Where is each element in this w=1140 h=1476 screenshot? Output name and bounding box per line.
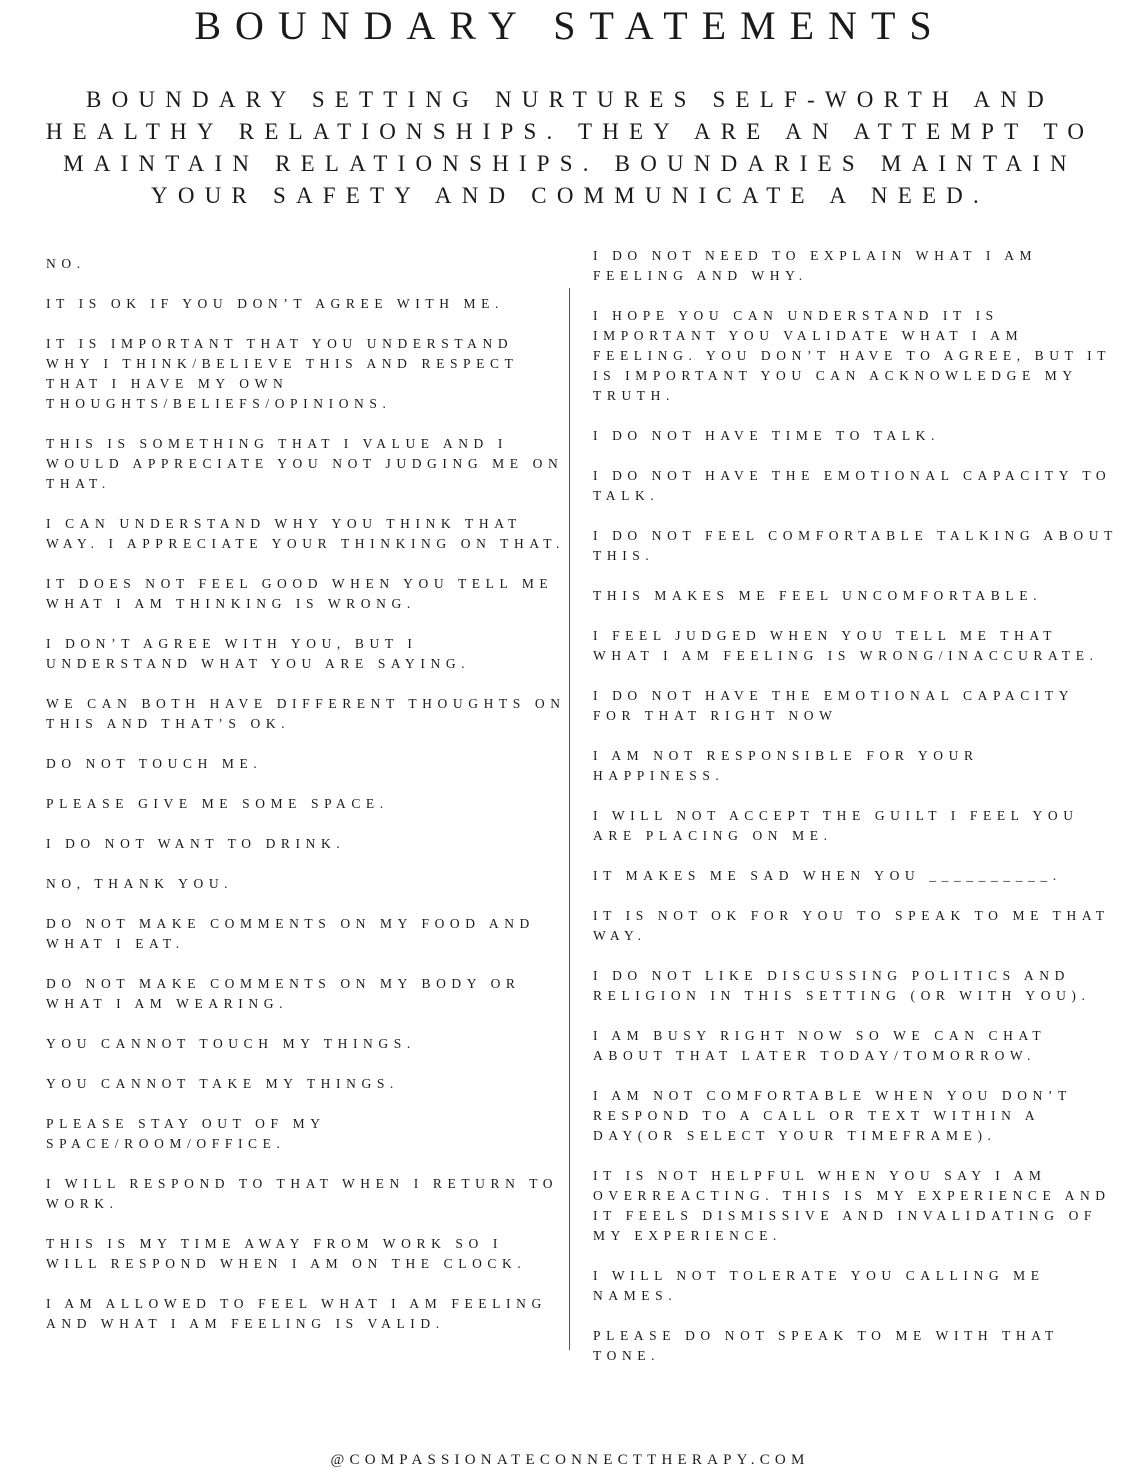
statement-item: IT DOES NOT FEEL GOOD WHEN YOU TELL ME WHAT I AM THINKING IS WRONG. — [46, 576, 554, 611]
left-statement-list — [46, 254, 566, 1354]
statement-item: I FEEL JUDGED WHEN YOU TELL ME THAT WHAT I AM FEELING IS WRONG/INACCURATE. — [593, 628, 1099, 663]
right-statement-list — [593, 246, 1118, 1386]
statement-item: IT IS IMPORTANT THAT YOU UNDERSTAND WHY I THINK/BELIEVE THIS AND RESPECT THAT I HAVE MY OWN THOUGHTS/BELIEFS/OPINIONS. — [46, 336, 519, 411]
statement-item: I DO NOT HAVE TIME TO TALK. — [593, 428, 940, 443]
statement-item: NO. — [46, 256, 86, 271]
statement-item: I DO NOT WANT TO DRINK. — [46, 836, 346, 851]
statement-item: PLEASE DO NOT SPEAK TO ME WITH THAT TONE. — [593, 1328, 1059, 1363]
page-title: BOUNDARY STATEMENTS — [194, 3, 946, 48]
statement-item: I DO NOT FEEL COMFORTABLE TALKING ABOUT THIS. — [593, 528, 1118, 563]
statement-item: I DO NOT NEED TO EXPLAIN WHAT I AM FEELING AND WHY. — [593, 248, 1038, 283]
statement-item: I WILL NOT ACCEPT THE GUILT I FEEL YOU ARE PLACING ON ME. — [593, 808, 1079, 843]
statement-item: THIS IS SOMETHING THAT I VALUE AND I WOULD APPRECIATE YOU NOT JUDGING ME ON THAT. — [46, 436, 564, 491]
statement-item: I HOPE YOU CAN UNDERSTAND IT IS IMPORTANT YOU VALIDATE WHAT I AM FEELING. YOU DON’T HAVE TO AGREE, BUT IT IS IMPORTANT YOU CAN ACKNOWLEDGE MY TRUTH. — [593, 308, 1111, 403]
statement-item: I DO NOT LIKE DISCUSSING POLITICS AND RELIGION IN THIS SETTING (OR WITH YOU). — [593, 968, 1091, 1003]
statement-item: IT IS NOT OK FOR YOU TO SPEAK TO ME THAT WAY. — [593, 908, 1110, 943]
statement-item: THIS IS MY TIME AWAY FROM WORK SO I WILL RESPOND WHEN I AM ON THE CLOCK. — [46, 1236, 527, 1271]
statement-item: YOU CANNOT TOUCH MY THINGS. — [46, 1036, 416, 1051]
statement-item: I AM BUSY RIGHT NOW SO WE CAN CHAT ABOUT THAT LATER TODAY/TOMORROW. — [593, 1028, 1046, 1063]
statement-item: WE CAN BOTH HAVE DIFFERENT THOUGHTS ON THIS AND THAT’S OK. — [46, 696, 566, 731]
statement-item: I DO NOT HAVE THE EMOTIONAL CAPACITY TO TALK. — [593, 468, 1112, 503]
column-divider — [569, 288, 570, 1350]
statement-item: IT MAKES ME SAD WHEN YOU __________. — [593, 868, 1062, 883]
statement-item: PLEASE GIVE ME SOME SPACE. — [46, 796, 389, 811]
statement-item: THIS MAKES ME FEEL UNCOMFORTABLE. — [593, 588, 1043, 603]
statement-item: IT IS OK IF YOU DON’T AGREE WITH ME. — [46, 296, 504, 311]
statement-item: I DON’T AGREE WITH YOU, BUT I UNDERSTAND WHAT YOU ARE SAYING. — [46, 636, 471, 671]
statement-item: PLEASE STAY OUT OF MY SPACE/ROOM/OFFICE. — [46, 1116, 326, 1151]
statement-item: I CAN UNDERSTAND WHY YOU THINK THAT WAY. I APPRECIATE YOUR THINKING ON THAT. — [46, 516, 566, 551]
statement-item: DO NOT TOUCH ME. — [46, 756, 263, 771]
statement-item: I AM NOT COMFORTABLE WHEN YOU DON’T RESPOND TO A CALL OR TEXT WITHIN A DAY(OR SELECT YOUR TIMEFRAME). — [593, 1088, 1072, 1143]
statement-item: IT IS NOT HELPFUL WHEN YOU SAY I AM OVERREACTING. THIS IS MY EXPERIENCE AND IT FEELS DISMISSIVE AND INVALIDATING OF MY EXPERIENCE. — [593, 1168, 1111, 1243]
page-subtitle: BOUNDARY SETTING NURTURES SELF-WORTH AND HEALTHY RELATIONSHIPS. THEY ARE AN ATTEMPT TO MAINTAIN RELATIONSHIPS. BOUNDARIES MAINTAIN YOUR SAFETY AND COMMUNICATE A NEED. — [45, 87, 1095, 208]
statement-item: YOU CANNOT TAKE MY THINGS. — [46, 1076, 399, 1091]
statement-item: NO, THANK YOU. — [46, 876, 234, 891]
statement-item: DO NOT MAKE COMMENTS ON MY FOOD AND WHAT I EAT. — [46, 916, 535, 951]
statement-item: I AM NOT RESPONSIBLE FOR YOUR HAPPINESS. — [593, 748, 979, 783]
statement-item: DO NOT MAKE COMMENTS ON MY BODY OR WHAT I AM WEARING. — [46, 976, 521, 1011]
footer-website: @COMPASSIONATECONNECTTHERAPY.COM — [330, 1452, 810, 1468]
statement-item: I AM ALLOWED TO FEEL WHAT I AM FEELING AND WHAT I AM FEELING IS VALID. — [46, 1296, 547, 1331]
statement-item: I DO NOT HAVE THE EMOTIONAL CAPACITY FOR THAT RIGHT NOW — [593, 688, 1074, 723]
statement-item: I WILL RESPOND TO THAT WHEN I RETURN TO WORK. — [46, 1176, 559, 1211]
statement-item: I WILL NOT TOLERATE YOU CALLING ME NAMES. — [593, 1268, 1045, 1303]
